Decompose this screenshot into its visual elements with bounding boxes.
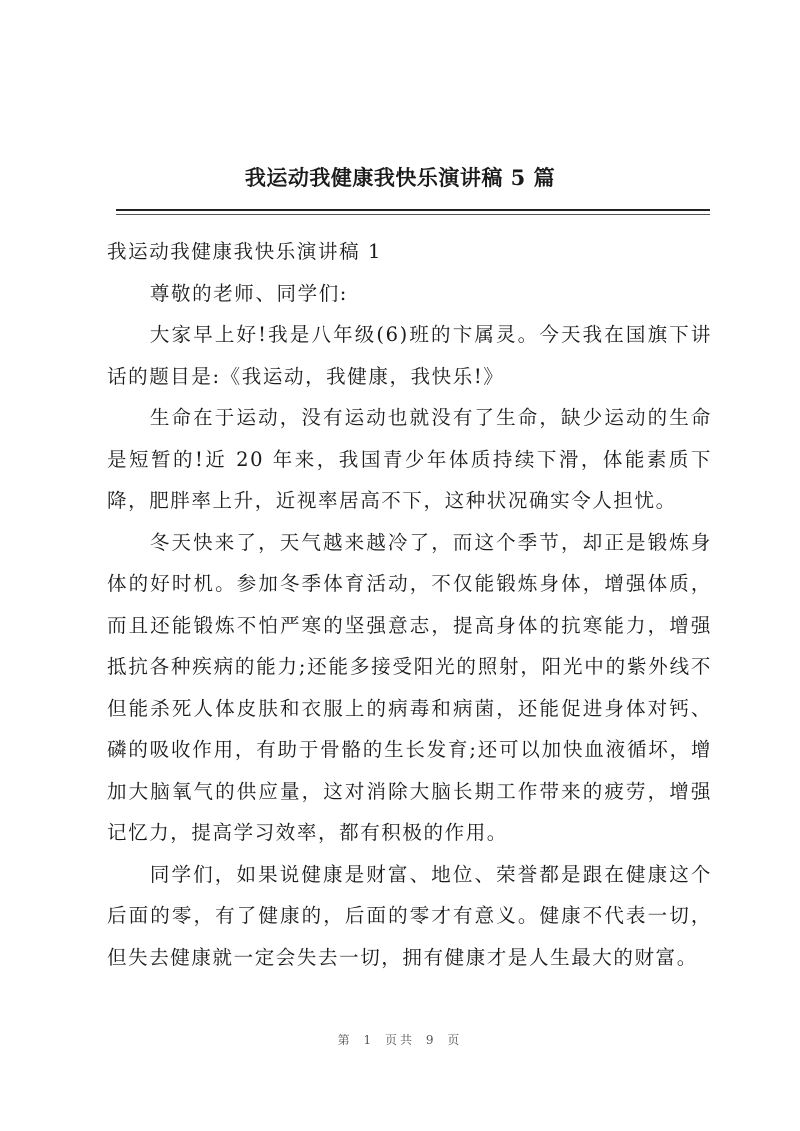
footer-suffix: 页	[447, 1033, 463, 1047]
paragraph-health-wealth: 同学们，如果说健康是财富、地位、荣誉都是跟在健康这个后面的零，有了健康的，后面的零才有意义。健康不代表一切，但失去健康就一定会失去一切，拥有健康才是人生最大的财富。	[107, 862, 712, 969]
footer-current-page: 1	[363, 1033, 375, 1047]
document-body	[107, 231, 712, 978]
footer-middle: 页共	[384, 1033, 415, 1047]
page-footer	[0, 1031, 800, 1048]
document-title: 我运动我健康我快乐演讲稿 5 篇	[244, 165, 556, 190]
paragraph-winter-exercise: 冬天快来了，天气越来越冷了，而这个季节，却正是锻炼身体的好时机。参加冬季体育活动，不仅能锻炼身体，增强体质，而且还能锻炼不怕严寒的坚强意志，提高身体的抗寒能力，增强抵抗各种疾病的能力;还能多接受阳光的照射，阳光中的紫外线不但能杀死人体皮肤和衣服上的病毒和病菌，还能促进身体对钙、磷的吸收作用，有助于骨骼的生长发育;还可以加快血液循坏，增加大脑氧气的供应量，这对消除大脑长期工作带来的疲劳，增强记忆力，提高学习效率，都有积极的作用。	[107, 530, 712, 844]
paragraph-greeting: 尊敬的老师、同学们:	[149, 281, 348, 305]
section-heading: 我运动我健康我快乐演讲稿 1	[107, 240, 383, 263]
title-underline-thin	[116, 214, 710, 215]
paragraph-introduction: 大家早上好!我是八年级(6)班的卞属灵。今天我在国旗下讲话的题目是:《我运动，我健康，我快乐!》	[107, 323, 712, 388]
title-underline-thick	[116, 209, 710, 211]
paragraph-life-and-exercise: 生命在于运动，没有运动也就没有了生命，缺少运动的生命是短暂的!近 20 年来，我国青少年体质持续下滑，体能素质下降，肥胖率上升，近视率居高不下，这种状况确实令人担忧。	[107, 406, 712, 512]
footer-total-pages: 9	[425, 1033, 437, 1047]
footer-prefix: 第	[337, 1033, 353, 1047]
